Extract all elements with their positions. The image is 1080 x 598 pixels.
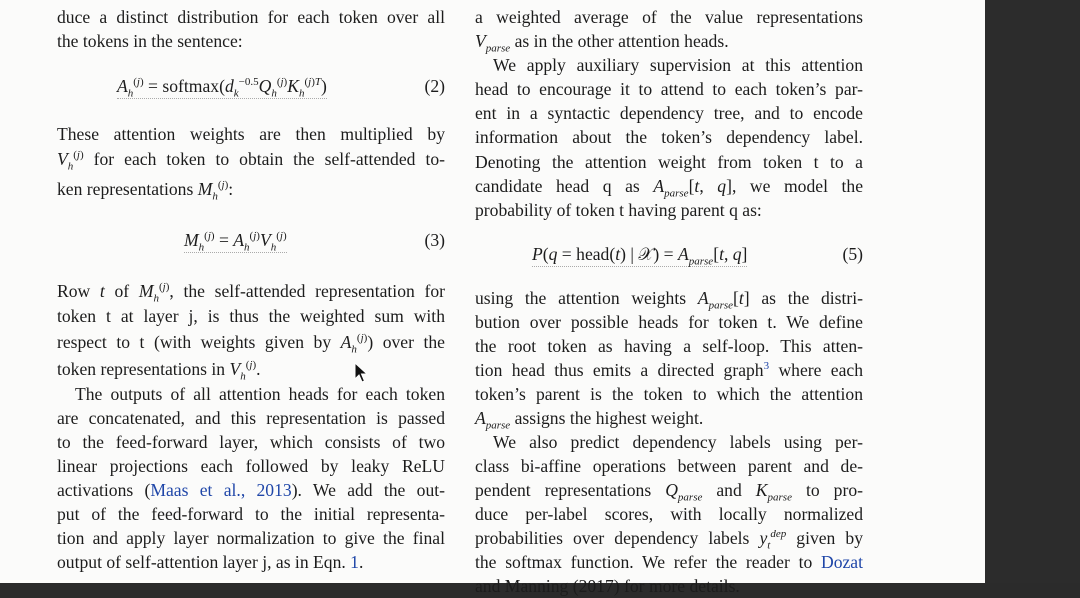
text-span: probabilities over dependency labels (475, 528, 750, 548)
citation-link[interactable]: Dozat (821, 552, 864, 572)
text-span: as in the other attention heads. (514, 31, 729, 51)
text-line (475, 358, 863, 382)
text-line: probabilities over dependency labels $y_t^{dep}$ given by (475, 528, 863, 552)
footnote-link[interactable]: 3 (763, 360, 770, 373)
text-span: given by (796, 528, 863, 548)
text-span: output of self-attention layer j, as in Eqn. (57, 552, 346, 572)
text-line: token t at layer j, is thus the weighted sum with (57, 306, 445, 326)
text-line: candidate head q as $A_{parse}[t$, q], we model the (475, 176, 864, 200)
text-line: tion and apply layer normalization to give the final (57, 528, 445, 548)
text-line: head to encourage it to attend to each token’s par- (475, 79, 863, 99)
text-line: linear projections each followed by leaky ReLU (57, 456, 445, 476)
text-line: token representations in $V_h^{(j)}$. (57, 359, 261, 383)
text-span: candidate head q as (475, 176, 640, 196)
text-line: We apply auxiliary supervision at this attention (493, 55, 863, 75)
equation-3 (57, 228, 445, 256)
text-line: probability of token t having parent q as: (475, 200, 762, 220)
head-function: head (576, 244, 610, 264)
text-span: of (114, 281, 130, 301)
mouse-pointer-icon (354, 362, 368, 384)
text-span: tion head thus emits a directed graph (475, 360, 764, 380)
equation-number: (2) (424, 76, 445, 96)
equation-2-math: $A_h^{(j)}$ = $softmax(d_k^{-0.5}Q_h^{(j)}K_h^{(j)T})$ (117, 76, 327, 100)
text-line: $V_h^{(j)}$ for each token to obtain the self-attended to- (57, 149, 445, 173)
equation-number: (3) (424, 230, 445, 250)
text-span: ). We add the out- (291, 480, 445, 500)
text-span: as the distri- (761, 288, 863, 308)
text-line: We also predict dependency labels using per- (493, 432, 863, 452)
text-span: token representations in (57, 359, 226, 379)
text-span: ken representations (57, 179, 194, 199)
text-line: the tokens in the sentence: (57, 31, 243, 51)
equation-3-math: $M_h^{(j)} = A_h^{(j)}V_h^{(j)}$ (184, 230, 287, 254)
text-line: The outputs of all attention heads for each token (75, 384, 445, 404)
superscript: dep (770, 528, 787, 541)
text-line (475, 550, 863, 574)
text-line: class bi-affine operations between parent and de- (475, 456, 863, 476)
text-line: duce per-label scores, with locally normalized (475, 504, 863, 524)
text-line: token’s parent is the token to which the attention (475, 384, 863, 404)
equation-5-math: P(q = head(t) | 𝒳) = $A_{parse}[t$, q] (532, 244, 748, 268)
text-span: where each (769, 360, 863, 380)
text-line: Denoting the attention weight from token t to a (475, 152, 863, 172)
text-line: put of the feed-forward to the initial representa- (57, 504, 445, 524)
subscript: parse (708, 299, 734, 312)
subscript: parse (688, 255, 714, 268)
text-line: information about the token’s dependency label. (475, 127, 863, 147)
text-line: duce a distinct distribution for each token over all (57, 7, 445, 27)
equation-5 (475, 242, 863, 270)
subscript: parse (677, 491, 703, 504)
text-span: and (716, 480, 742, 500)
softmax-label: softmax (162, 76, 220, 96)
equation-2 (57, 74, 445, 102)
text-line: $A_{parse}$ assigns the highest weight. (475, 408, 704, 432)
text-span: pendent representations (475, 480, 652, 500)
equation-number: (5) (842, 244, 863, 264)
text-span: the softmax function. We refer the reader to (475, 552, 813, 572)
text-line: pendent representations $Q_{parse}$ and $K_{parse}$ to pro- (475, 480, 863, 504)
text-line: a weighted average of the value representations (475, 7, 863, 27)
text-line (57, 478, 445, 502)
text-span: using the attention weights (475, 288, 687, 308)
text-span: assigns the highest weight. (514, 408, 704, 428)
text-line: These attention weights are then multiplied by (57, 124, 445, 144)
text-line: using the attention weights $A_{parse}[t]$ as the distri- (475, 288, 863, 312)
text-line: ent in a syntactic dependency tree, and to encode (475, 103, 863, 123)
subscript: parse (767, 491, 792, 504)
text-span: ) over the (367, 332, 445, 352)
text-span: activations ( (57, 480, 151, 500)
subscript: parse (485, 42, 511, 55)
text-span: Row (57, 281, 91, 301)
equation-reference-link[interactable]: 1 (350, 552, 359, 572)
text-line: ken representations $M_h^{(j)}$: (57, 179, 234, 203)
text-line: respect to t (with weights given by $A_h^{(j)}$) over the (57, 332, 445, 356)
subscript: parse (485, 419, 511, 432)
text-line: to the feed-forward layer, which consists of two (57, 432, 445, 452)
text-span: , we model the (731, 176, 864, 196)
citation-link[interactable]: Maas et al., 2013 (150, 480, 292, 500)
text-span: to pro- (805, 480, 863, 500)
text-line: output of self-attention layer j, as in Eqn. 1. (57, 552, 364, 572)
subscript: parse (664, 187, 689, 200)
text-line: are concatenated, and this representation is passed (57, 408, 445, 428)
text-line: the root token as having a self-loop. This atten- (475, 336, 863, 356)
text-line-cut: and Manning (2017) for more details. (475, 576, 740, 596)
text-line: $V_{parse}$ as in the other attention heads. (475, 31, 729, 55)
text-line: Row t of $M_h^{(j)}$, the self-attended representation for (57, 281, 445, 305)
text-line: bution over possible heads for token t. We define (475, 312, 863, 332)
text-span: for each token to obtain the self-attended to- (93, 149, 445, 169)
dark-sidebar (985, 0, 1080, 583)
text-span: , the self-attended representation for (169, 281, 445, 301)
text-span: respect to t (with weights given by (57, 332, 332, 352)
